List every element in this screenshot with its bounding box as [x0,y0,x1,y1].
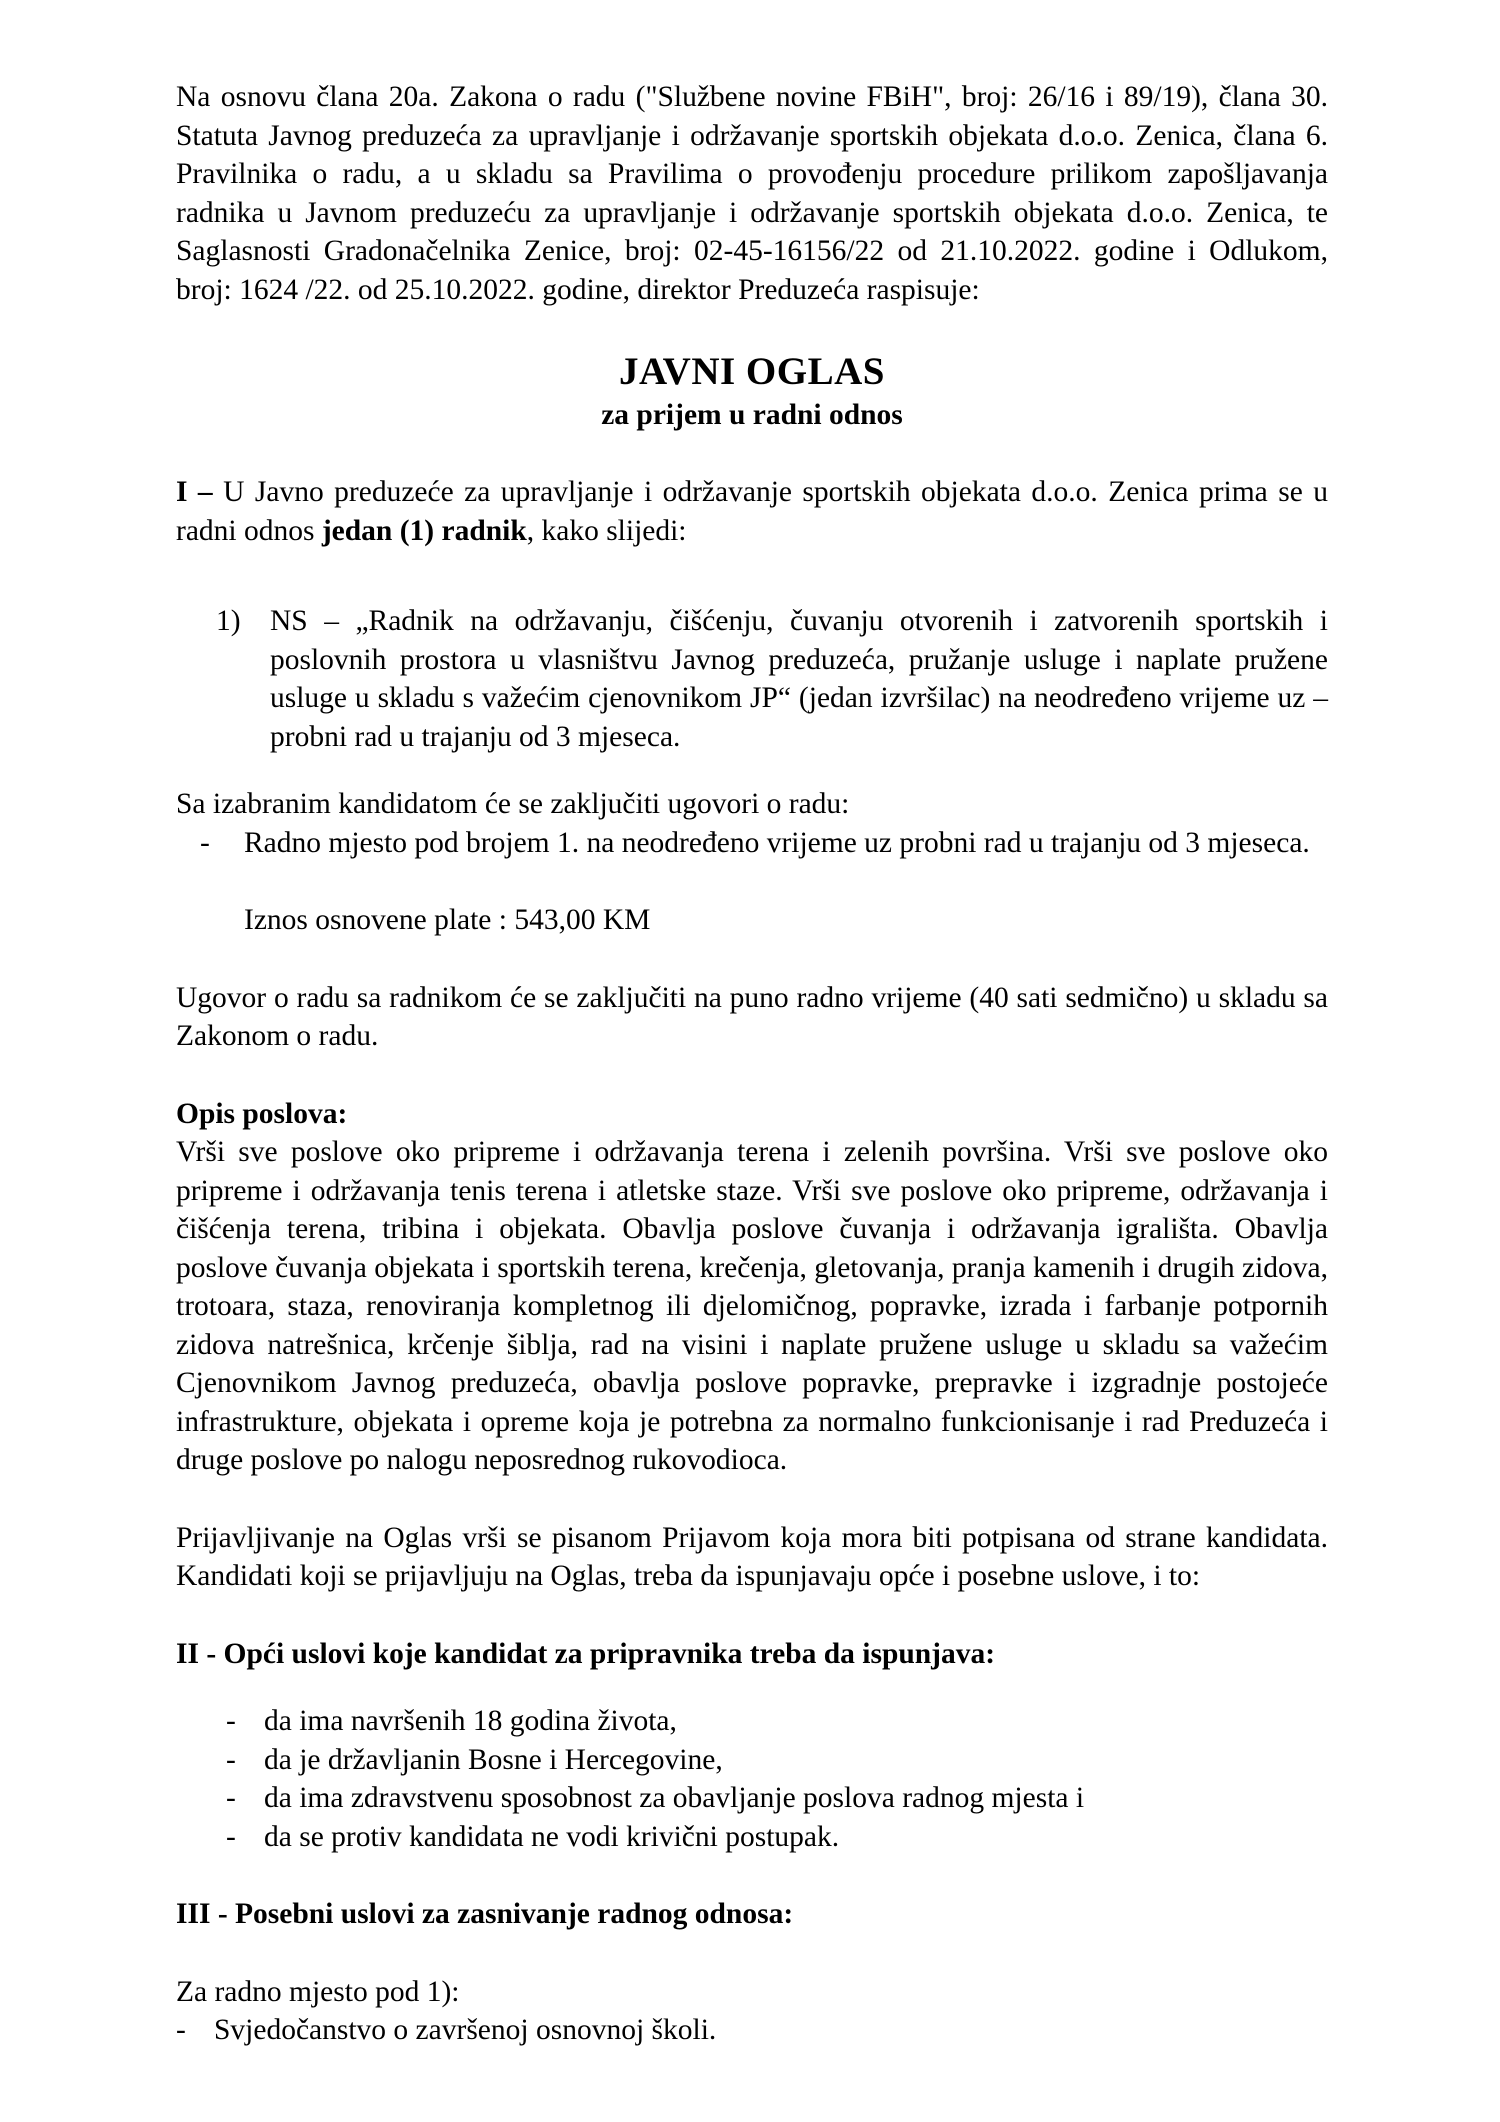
application-note: Prijavljivanje na Oglas vrši se pisanom Prijavom koja mora biti potpisana od strane kandidata. Kandidati koji se prijavljuju na Oglas, treba da ispunjavaju opće i posebne uslove, i to: [176,1521,1328,1592]
spacer [176,1596,1328,1635]
list-item [176,1741,1328,1780]
special-conditions-list [176,2011,1328,2050]
list-item-marker: - [226,1743,236,1776]
spacer [176,940,1328,979]
list-item-marker: - [226,1782,236,1814]
contract-note: Ugovor o radu sa radnikom će se zaključiti na puno radno vrijeme (40 sati sedmično) u skladu sa Zakonom o radu. [176,981,1328,1052]
list-item-text: da je državljanin Bosne i Hercegovine, [264,1743,723,1776]
position-list [176,602,1328,756]
spacer [176,309,1328,348]
list-item [176,602,1328,756]
list-item-marker: 1) [216,605,241,637]
spacer [176,1056,1328,1095]
section-i-bold-phrase: jedan (1) radnik [321,514,527,547]
list-item [176,1779,1328,1818]
job-description-heading: Opis poslova: [176,1097,348,1130]
list-item-marker: - [200,826,210,859]
list-item-text: da ima zdravstvenu sposobnost za obavljanje poslova radnog mjesta i [264,1782,1085,1814]
spacer [176,862,1328,901]
spacer [176,1934,1328,1973]
list-item [176,2011,1328,2050]
spacer [176,434,1328,473]
intro-paragraph: Na osnovu člana 20a. Zakona o radu ("Službene novine FBiH", broj: 26/16 i 89/19), člana 30. Statuta Javnog preduzeća za upravljanje i održavanje sportskih objekata d.o.o. Zenica, člana 6. Pravilnika o radu, a u skladu sa Pravilima o provođenju procedure prilikom zapošljavanja radnika u Javnom preduzeću za upravljanje i održavanje sportskih objekata d.o.o. Zenica, te Saglasnosti Gradonačelnika Zenice, broj: 02-45-16156/22 od 21.10.2022. godine i Odlukom, broj: 1624 /22. od 25.10.2022. godine, direktor Preduzeća raspisuje: [176,81,1328,306]
page-subtitle: za prijem u radni odnos [601,399,903,431]
list-item-text: Svjedočanstvo o završenoj osnovnoj školi. [214,2014,717,2046]
page-title: JAVNI OGLAS [619,350,885,393]
spacer [176,756,1328,785]
list-item [176,824,1328,863]
list-item-marker: - [176,2014,186,2046]
job-description-body: Vrši sve poslove oko pripreme i održavanja terena i zelenih površina. Vrši sve poslove oko pripreme i održavanja tenis terena i atletske staze. Vrši sve poslove oko pripreme, održavanja i čišćenja terena, tribina i objekata. Obavlja poslove čuvanja i održavanja igrališta. Obavlja poslove čuvanja objekata i sportskih terena, krečenja, gletovanja, pranja kamenih i drugih zidova, trotoara, staza, renoviranja kompletnog ili djelomičnog, popravke, izrada i farbanje potpornih zidova natrešnica, krčenje šiblja, rad na visini i naplate pružene usluge u skladu sa važećim Cjenovnikom Javnog preduzeća, obavlja poslove popravke, prepravke i izgradnje postojeće infrastrukture, objekata i opreme koja je potrebna za normalno funkcionisanje i rad Preduzeća i druge poslove po nalogu neposrednog rukovodioca. [176,1136,1328,1476]
section-ii-heading: II - Opći uslovi koje kandidat za pripravnika treba da ispunjava: [176,1637,996,1670]
spacer [176,1673,1328,1702]
salary-line: Iznos osnovene plate : 543,00 KM [244,904,651,936]
title-block [176,348,1328,434]
contract-list [176,824,1328,863]
general-conditions-list [176,1702,1328,1856]
list-item-text: Radno mjesto pod brojem 1. na neodređeno vrijeme uz probni rad u trajanju od 3 mjeseca. [244,826,1310,859]
section-i-marker: I – [176,476,213,508]
list-item [176,1702,1328,1741]
document-body [176,78,1328,2050]
section-i-lead [176,473,1328,550]
spacer [176,550,1328,602]
list-item-text: NS – „Radnik na održavanju, čišćenju, čuvanju otvorenih i zatvorenih sportskih i poslovnih prostora u vlasništvu Javnog preduzeća, pružanje usluge i naplate pružene usluge u skladu s važećim cjenovnikom JP“ (jedan izvršilac) na neodređeno vrijeme uz – probni rad u trajanju od 3 mjeseca. [270,605,1328,753]
list-item-marker: - [226,1820,236,1853]
section-i-lead-after: , kako slijedi: [526,514,687,547]
section-iii-heading: III - Posebni uslovi za zasnivanje radnog odnosa: [176,1898,794,1930]
list-item [176,1818,1328,1857]
spacer [176,1856,1328,1895]
section-iii-lead: Za radno mjesto pod 1): [176,1975,460,2008]
list-item-text: da ima navršenih 18 godina života, [264,1705,677,1737]
list-item-marker: - [226,1705,236,1737]
list-item-text: da se protiv kandidata ne vodi krivični postupak. [264,1820,840,1853]
contract-intro: Sa izabranim kandidatom će se zaključiti ugovori o radu: [176,788,850,820]
section-i-lead-before: U Javno preduzeće za upravljanje i održavanje sportskih objekata d.o.o. Zenica prima se u radni odnos [176,476,1328,547]
spacer [176,1480,1328,1519]
